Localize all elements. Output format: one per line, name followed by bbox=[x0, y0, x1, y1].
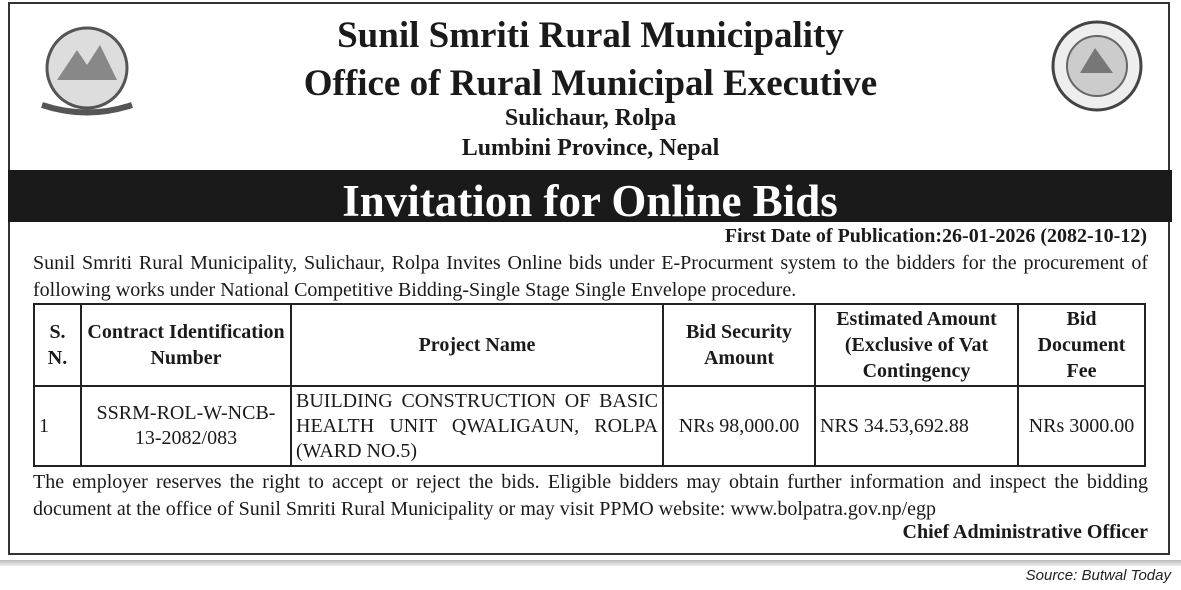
cell-contract-id: SSRM-ROL-W-NCB-13-2082/083 bbox=[81, 386, 291, 466]
source-credit: Source: Butwal Today bbox=[1025, 567, 1171, 584]
bid-table bbox=[33, 303, 1146, 467]
header-estimated-amount: Estimated Amount (Exclusive of Vat Contingency bbox=[815, 304, 1018, 386]
header-bid-security: Bid Security Amount bbox=[663, 304, 815, 386]
cell-document-fee: NRs 3000.00 bbox=[1018, 386, 1145, 466]
publication-date: First Date of Publication:26-01-2026 (2082-10-12) bbox=[724, 225, 1147, 247]
province-line: Lumbini Province, Nepal bbox=[461, 135, 720, 161]
address-line: Sulichaur, Rolpa bbox=[504, 105, 677, 131]
cell-sn: 1 bbox=[34, 386, 81, 466]
closing-paragraph: The employer reserves the right to accept or reject the bids. Eligible bidders may obtain further information and inspect the bidding document at the office of Sunil Smriti Rural Municipality or may visit PPMO website: www.bolpatra.gov.np/egp bbox=[33, 471, 1148, 520]
header-contract-id: Contract Identification Number bbox=[81, 304, 291, 386]
signatory: Chief Administrative Officer bbox=[902, 521, 1148, 543]
cell-estimated-amount: NRS 34.53,692.88 bbox=[815, 386, 1018, 466]
intro-paragraph: Sunil Smriti Rural Municipality, Sulichaur, Rolpa Invites Online bids under E-Procurment system to the bidders for the procurement of following works under National Competitive Bidding-Single Stage Single Envelope procedure. bbox=[33, 252, 1148, 301]
municipality-name: Sunil Smriti Rural Municipality bbox=[337, 15, 844, 56]
header-project-name: Project Name bbox=[291, 304, 663, 386]
office-name: Office of Rural Municipal Executive bbox=[303, 63, 878, 104]
cell-project-name: BUILDING CONSTRUCTION OF BASIC HEALTH UNIT QWALIGAUN, ROLPA (WARD NO.5) bbox=[291, 386, 663, 466]
header-document-fee: Bid Document Fee bbox=[1018, 304, 1145, 386]
table-header-row bbox=[34, 304, 1145, 386]
notice-title: Invitation for Online Bids bbox=[8, 170, 1172, 222]
cell-bid-security: NRs 98,000.00 bbox=[663, 386, 815, 466]
divider bbox=[0, 560, 1181, 566]
header-sn: S. N. bbox=[34, 304, 81, 386]
table-row bbox=[34, 386, 1145, 466]
